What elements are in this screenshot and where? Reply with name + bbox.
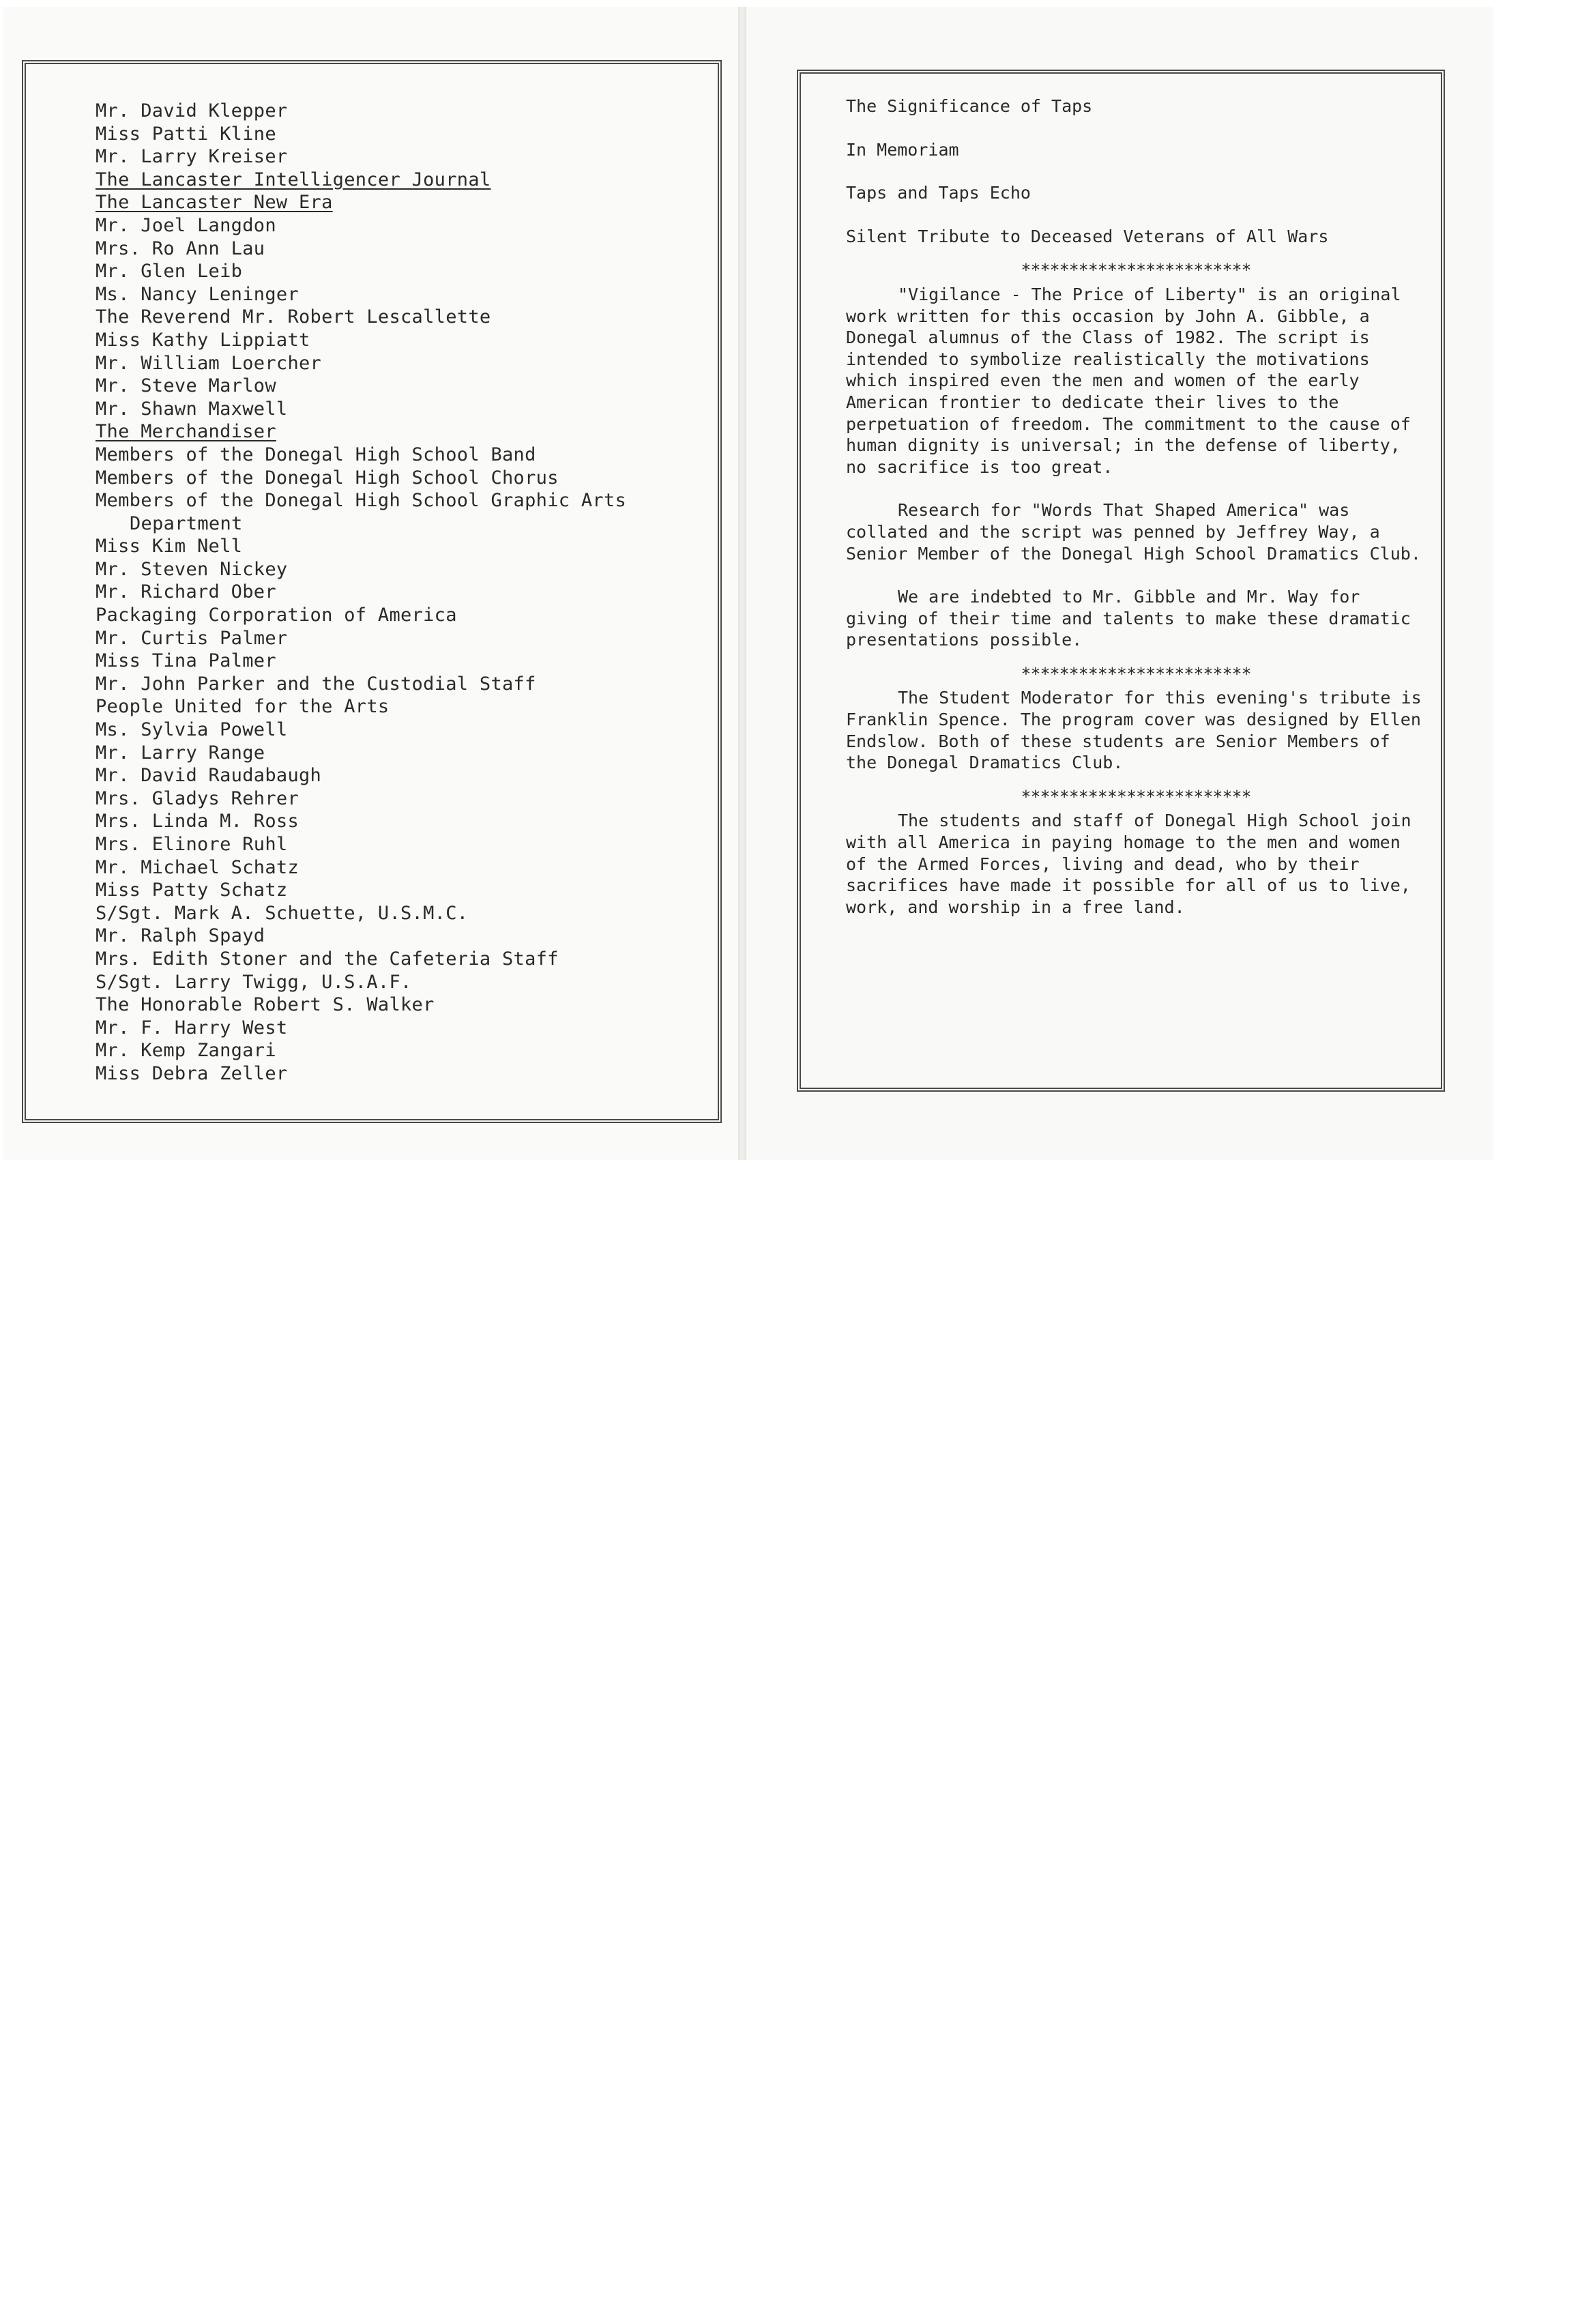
program-notes (846, 96, 1426, 940)
acknowledgment-entry: Mr. William Loercher (96, 352, 322, 374)
acknowledgment-entry: Mrs. Edith Stoner and the Cafeteria Staff (96, 948, 559, 970)
acknowledgment-entry: Department (130, 512, 243, 534)
program-item-memoriam: In Memoriam (846, 139, 959, 160)
acknowledgment-entry: Mr. Larry Kreiser (96, 146, 288, 168)
acknowledgment-entry: Mr. Joel Langdon (96, 214, 276, 236)
acknowledgment-entry: Mrs. Ro Ann Lau (96, 237, 265, 259)
acknowledgment-entry: Mr. Michael Schatz (96, 856, 299, 878)
paragraph-indebted: We are indebted to Mr. Gibble and Mr. Way for giving of their time and talents to make these dramatic presentations possible. (846, 587, 1411, 650)
acknowledgment-entry: Mr. Larry Range (96, 742, 265, 764)
acknowledgment-entry: Miss Tina Palmer (96, 650, 276, 672)
acknowledgment-entry: Miss Kim Nell (96, 536, 243, 557)
acknowledgment-entry: Mr. Curtis Palmer (96, 627, 288, 649)
acknowledgment-entry: Mr. Kemp Zangari (96, 1040, 276, 1062)
acknowledgment-entry: Mr. Glen Leib (96, 261, 243, 282)
acknowledgment-entry: Mrs. Elinore Ruhl (96, 834, 288, 855)
acknowledgment-entry: S/Sgt. Larry Twigg, U.S.A.F. (96, 971, 412, 993)
acknowledgment-entry: Members of the Donegal High School Band (96, 444, 536, 465)
program-item-taps-echo: Taps and Taps Echo (846, 183, 1031, 203)
acknowledgment-entry: Mr. Shawn Maxwell (96, 398, 288, 420)
acknowledgment-entry: Ms. Sylvia Powell (96, 719, 288, 741)
acknowledgment-entry: Mrs. Gladys Rehrer (96, 787, 299, 809)
acknowledgment-entry: Mr. Richard Ober (96, 581, 276, 603)
star-divider: ************************ (1021, 663, 1251, 684)
acknowledgment-entry: The Lancaster New Era (96, 192, 333, 214)
acknowledgment-entry: S/Sgt. Mark A. Schuette, U.S.M.C. (96, 902, 469, 924)
page-fold (738, 7, 746, 1160)
star-divider: ************************ (1021, 260, 1251, 280)
paragraph-research: Research for "Words That Shaped America" was collated and the script was penned by Jeffrey Way, a Senior Member of the Donegal High School Dramatics Club. (846, 500, 1421, 564)
acknowledgment-entry: The Reverend Mr. Robert Lescallette (96, 306, 491, 328)
acknowledgment-entry: The Merchandiser (96, 421, 276, 443)
program-item-silent-tribute: Silent Tribute to Deceased Veterans of All Wars (846, 226, 1329, 246)
acknowledgments-list (96, 100, 709, 1086)
paragraph-homage: The students and staff of Donegal High School join with all America in paying homage to the men and women of the Armed Forces, living and dead, who by their sacrifices have made it possible for all of us to live, work, and worship in a free land. (846, 811, 1411, 917)
paragraph-moderator: The Student Moderator for this evening's tribute is Franklin Spence. The program cover was designed by Ellen Endslow. Both of these students are Senior Members of the Donegal Dramatics Club. (846, 688, 1422, 773)
acknowledgment-entry: Miss Patti Kline (96, 123, 276, 145)
acknowledgment-entry: Mrs. Linda M. Ross (96, 811, 299, 832)
acknowledgment-entry: Miss Debra Zeller (96, 1062, 288, 1084)
acknowledgment-entry: People United for the Arts (96, 696, 390, 718)
acknowledgment-entry: Mr. Steve Marlow (96, 375, 276, 397)
acknowledgment-entry: Mr. Ralph Spayd (96, 925, 265, 947)
acknowledgment-entry: Ms. Nancy Leninger (96, 283, 299, 305)
acknowledgment-entry: Miss Patty Schatz (96, 880, 288, 901)
acknowledgment-entry: Mr. John Parker and the Custodial Staff (96, 673, 536, 695)
acknowledgment-entry: The Honorable Robert S. Walker (96, 994, 435, 1016)
right-page (746, 7, 1493, 1160)
acknowledgment-entry: The Lancaster Intelligencer Journal (96, 169, 491, 190)
acknowledgment-entry: Mr. David Klepper (96, 100, 288, 121)
acknowledgment-entry: Miss Kathy Lippiatt (96, 329, 310, 351)
program-item-taps: The Significance of Taps (846, 96, 1093, 116)
acknowledgment-entry: Mr. David Raudabaugh (96, 765, 322, 787)
star-divider: ************************ (1021, 786, 1251, 807)
acknowledgment-entry: Members of the Donegal High School Graphic Arts (96, 490, 627, 512)
left-page (3, 7, 738, 1160)
acknowledgment-entry: Members of the Donegal High School Chorus (96, 467, 559, 489)
acknowledgment-entry: Packaging Corporation of America (96, 605, 457, 626)
acknowledgment-entry: Mr. F. Harry West (96, 1017, 288, 1038)
acknowledgment-entry: Mr. Steven Nickey (96, 558, 288, 580)
paragraph-vigilance: "Vigilance - The Price of Liberty" is an original work written for this occasion by John A. Gibble, a Donegal alumnus of the Class of 1982. The script is intended to symbolize realistically the motivations which inspired even the men and women of the early American frontier to dedicate their lives to the perpetuation of freedom. The commitment to the cause of human dignity is universal; in the defense of liberty, no sacrifice is too great. (846, 284, 1411, 477)
